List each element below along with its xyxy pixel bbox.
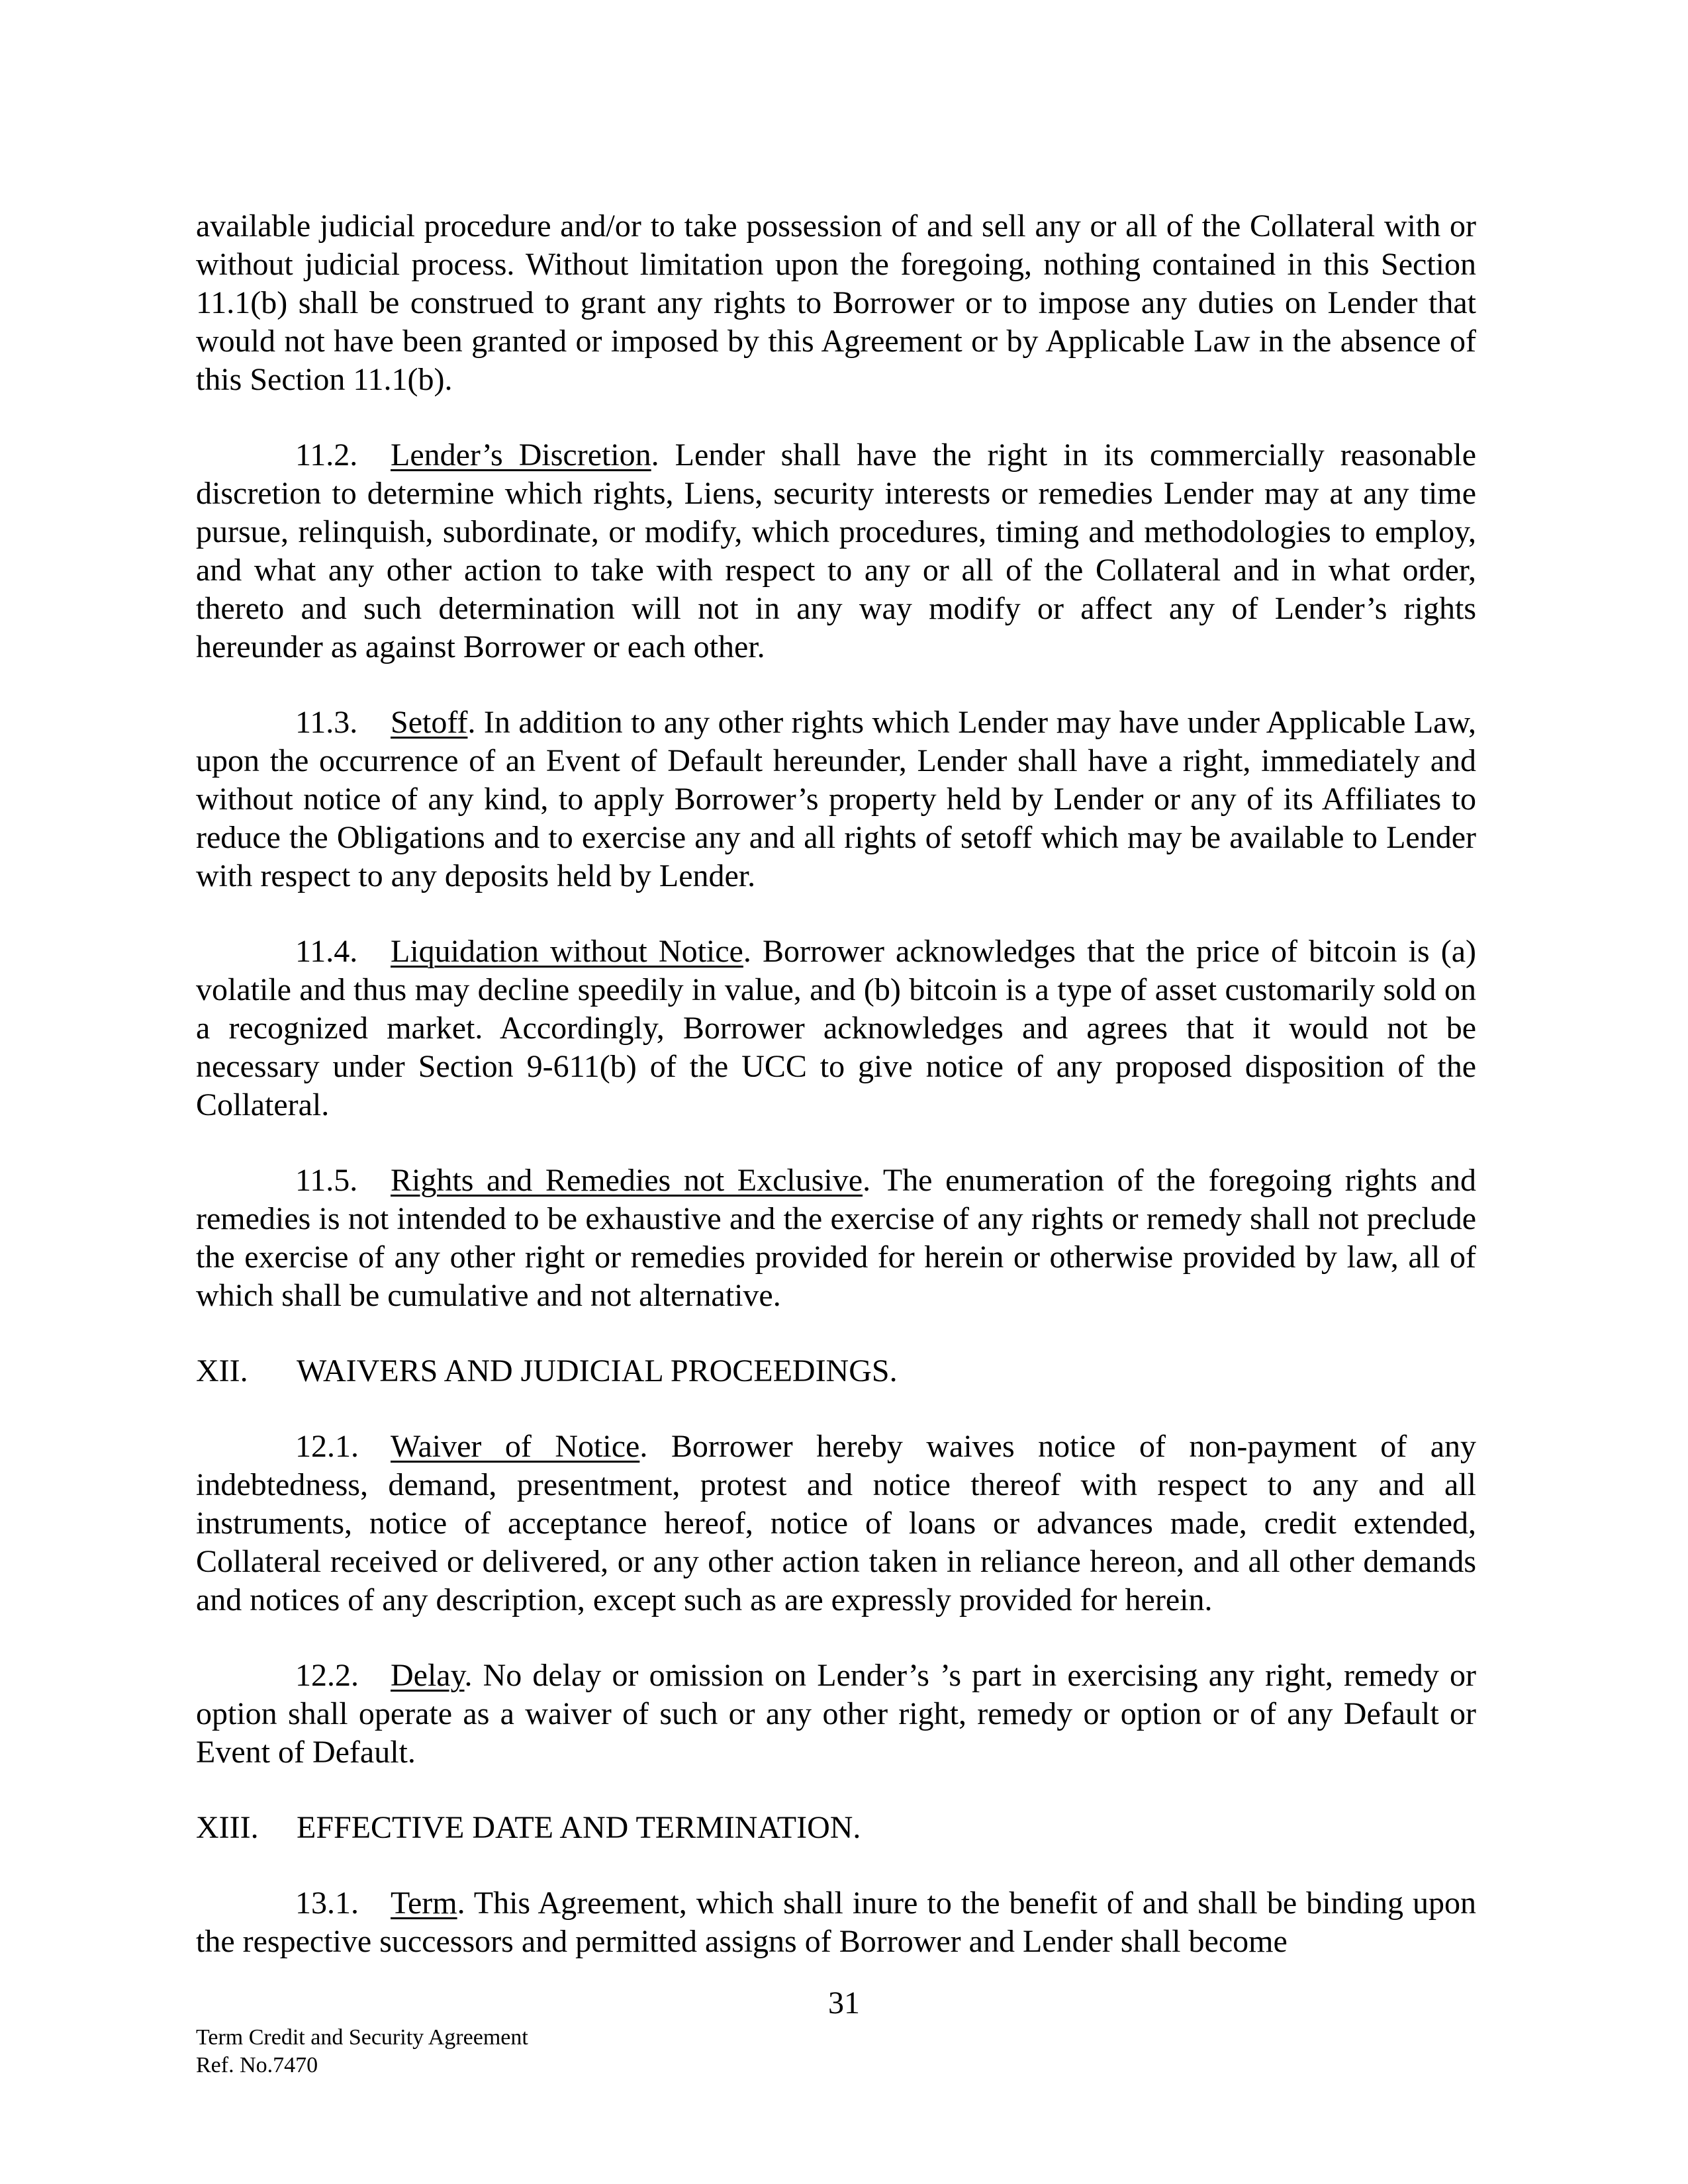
section-number: 13.1. [295, 1886, 359, 1921]
article-title: EFFECTIVE DATE AND TERMINATION. [297, 1810, 861, 1845]
section-title: Term [391, 1886, 457, 1921]
footer-reference-number: Ref. No.7470 [196, 2053, 318, 2077]
document-body [196, 207, 1476, 1961]
article-number: XIII. [196, 1810, 259, 1845]
article-number: XII. [196, 1353, 248, 1388]
section-number: 11.4. [295, 934, 358, 969]
intro-paragraph: available judicial procedure and/or to take possession of and sell any or all of the Collateral with or without judicial process. Without limitation upon the foregoing, nothing contained in this Section 11.1(b) shall be construed to grant any rights to Borrower or to impose any duties on Lender that would not have been granted or imposed by this Agreement or by Applicable Law in the absence of this Section 11.1(b). [196, 208, 1476, 397]
section-13-1 [196, 1884, 1476, 1961]
section-body: . The enumeration of the foregoing rights and remedies is not intended to be exhaustive and the exercise of any rights or remedy shall not preclude the exercise of any other right or remedies provided for herein or otherwise provided by law, all of which shall be cumulative and not alternative. [196, 1163, 1476, 1313]
section-11-3 [196, 704, 1476, 895]
section-number: 12.2. [295, 1658, 359, 1693]
section-body: . This Agreement, which shall inure to the benefit of and shall be binding upon the respective successors and permitted assigns of Borrower and Lender shall become [196, 1886, 1476, 1959]
section-title: Delay [391, 1658, 465, 1693]
page-number: 31 [828, 1985, 860, 2021]
section-body: . Borrower acknowledges that the price of bitcoin is (a) volatile and thus may decline speedily in value, and (b) bitcoin is a type of asset customarily sold on a recognized market. Accordingly, Borrower acknowledges and agrees that it would not be necessary under Section 9-611(b) of the UCC to give notice of any proposed disposition of the Collateral. [196, 934, 1477, 1122]
page-footer [196, 2024, 528, 2079]
section-body: . Lender shall have the right in its commercially reasonable discretion to determine which rights, Liens, security interests or remedies Lender may at any time pursue, relinquish, subordinate, or modify, which procedures, timing and methodologies to employ, and what any other action to take with respect to any or all of the Collateral and in what order, thereto and such determination will not in any way modify or affect any of Lender’s rights hereunder as against Borrower or each other. [196, 437, 1477, 664]
section-11-2 [196, 436, 1476, 666]
article-xii-heading [196, 1352, 1476, 1390]
section-title: Liquidation without Notice [391, 934, 743, 969]
section-11-4 [196, 933, 1476, 1124]
section-number: 12.1. [295, 1429, 359, 1464]
section-12-2 [196, 1657, 1476, 1772]
section-body: . Borrower hereby waives notice of non-payment of any indebtedness, demand, presentment, protest and notice thereof with respect to any and all instruments, notice of acceptance hereof, notice of loans or advances made, credit extended, Collateral received or delivered, or any other action taken in reliance hereon, and all other demands and notices of any description, except such as are expressly provided for herein. [196, 1429, 1476, 1617]
section-11-5 [196, 1161, 1476, 1315]
section-title: Waiver of Notice [391, 1429, 640, 1464]
section-number: 11.2. [295, 437, 358, 473]
section-title: Setoff [391, 705, 468, 740]
section-12-1 [196, 1428, 1476, 1619]
footer-document-title: Term Credit and Security Agreement [196, 2025, 528, 2050]
section-title: Rights and Remedies not Exclusive [391, 1163, 863, 1198]
section-title: Lender’s Discretion [391, 437, 651, 473]
section-body: . In addition to any other rights which Lender may have under Applicable Law, upon the occurrence of an Event of Default hereunder, Lender shall have a right, immediately and without notice of any kind, to apply Borrower’s property held by Lender or any of its Affiliates to reduce the Obligations and to exercise any and all rights of setoff which may be available to Lender with respect to any deposits held by Lender. [196, 705, 1476, 893]
section-body: . No delay or omission on Lender’s ’s part in exercising any right, remedy or option shall operate as a waiver of such or any other right, remedy or option or of any Default or Event of Default. [196, 1658, 1476, 1770]
article-title: WAIVERS AND JUDICIAL PROCEEDINGS. [297, 1353, 898, 1388]
article-xiii-heading [196, 1809, 1476, 1847]
section-number: 11.3. [295, 705, 358, 740]
section-number: 11.5. [295, 1163, 358, 1198]
